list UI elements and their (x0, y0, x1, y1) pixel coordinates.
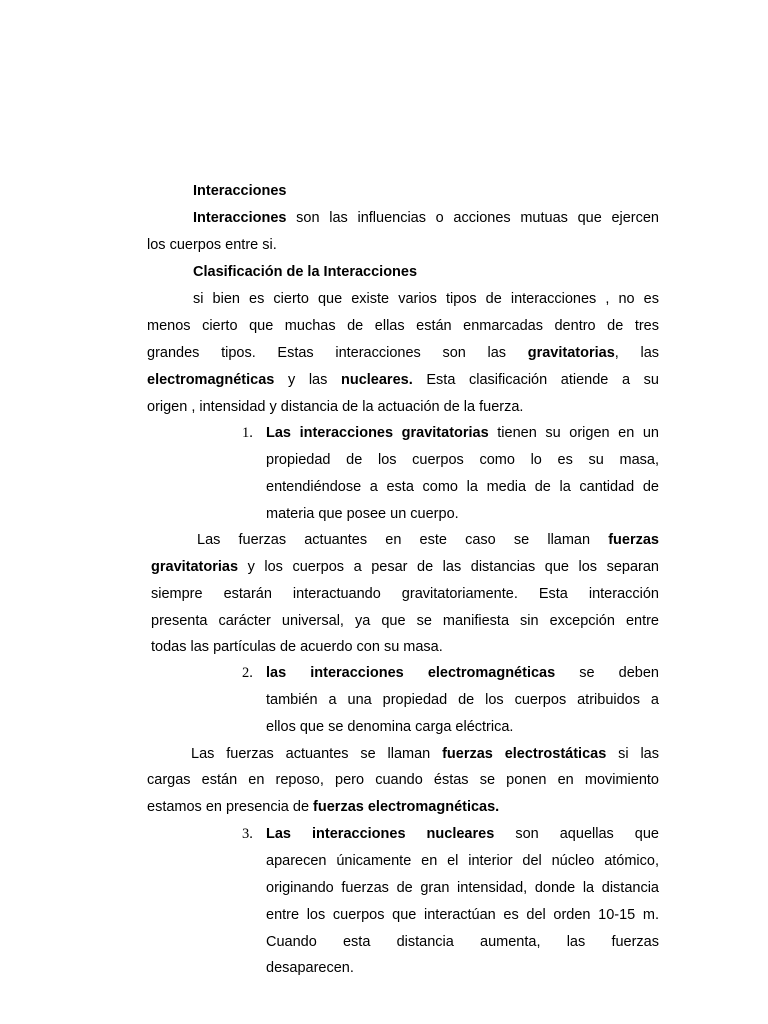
paragraph-2-line-1: si bien es cierto que existe varios tipos de interacciones , no es (193, 291, 659, 307)
paragraph-4-line-2: cargas están en reposo, pero cuando éstas se ponen en movimiento (147, 772, 659, 788)
list-item-2-line-1: las interacciones electromagnéticas se deben (266, 665, 659, 681)
paragraph-3-line-1: Las fuerzas actuantes en este caso se llaman fuerzas (197, 532, 659, 548)
list-item-1-line-2: propiedad de los cuerpos como lo es su masa, (266, 452, 659, 468)
paragraph-3-line-4: presenta carácter universal, ya que se manifiesta sin excepción entre (151, 613, 659, 629)
paragraph-4-line-3: estamos en presencia de fuerzas electromagnéticas. (147, 799, 500, 815)
paragraph-2-line-4: electromagnéticas y las nucleares. Esta clasificación atiende a su (147, 372, 659, 388)
list-item-2-line-3: ellos que se denomina carga eléctrica. (266, 719, 514, 735)
list-item-3-line-5: Cuando esta distancia aumenta, las fuerzas (266, 934, 659, 950)
list-item-1-line-4: materia que posee un cuerpo. (266, 506, 459, 522)
list-number-3: 3. (242, 826, 253, 842)
paragraph-2-line-2: menos cierto que muchas de ellas están enmarcadas dentro de tres (147, 318, 659, 334)
list-item-1-line-3: entendiéndose a esta como la media de la cantidad de (266, 479, 659, 495)
paragraph-2-line-5: origen , intensidad y distancia de la actuación de la fuerza. (147, 399, 524, 415)
heading-interacciones: Interacciones (193, 183, 287, 199)
paragraph-3-line-3: siempre estarán interactuando gravitatoriamente. Esta interacción (151, 586, 659, 602)
list-item-1-line-1: Las interacciones gravitatorias tienen su origen en un (266, 425, 659, 441)
list-number-2: 2. (242, 665, 253, 681)
list-item-2-line-2: también a una propiedad de los cuerpos atribuidos a (266, 692, 659, 708)
paragraph-4-line-1: Las fuerzas actuantes se llaman fuerzas electrostáticas si las (191, 746, 659, 762)
list-number-1: 1. (242, 425, 253, 441)
paragraph-1-line-2: los cuerpos entre si. (147, 237, 277, 253)
list-item-3-line-2: aparecen únicamente en el interior del núcleo atómico, (266, 853, 659, 869)
list-item-3-line-3: originando fuerzas de gran intensidad, donde la distancia (266, 880, 659, 896)
paragraph-1-line-1: Interacciones son las influencias o acciones mutuas que ejercen (193, 210, 659, 226)
paragraph-2-line-3: grandes tipos. Estas interacciones son las gravitatorias, las (147, 345, 659, 361)
list-item-3-line-4: entre los cuerpos que interactúan es del orden 10-15 m. (266, 907, 659, 923)
heading-clasificacion: Clasificación de la Interacciones (193, 264, 418, 280)
paragraph-3-line-2: gravitatorias y los cuerpos a pesar de las distancias que los separan (151, 559, 659, 575)
list-item-3-line-1: Las interacciones nucleares son aquellas que (266, 826, 659, 842)
list-item-3-line-6: desaparecen. (266, 960, 354, 976)
paragraph-3-line-5: todas las partículas de acuerdo con su masa. (151, 639, 443, 655)
